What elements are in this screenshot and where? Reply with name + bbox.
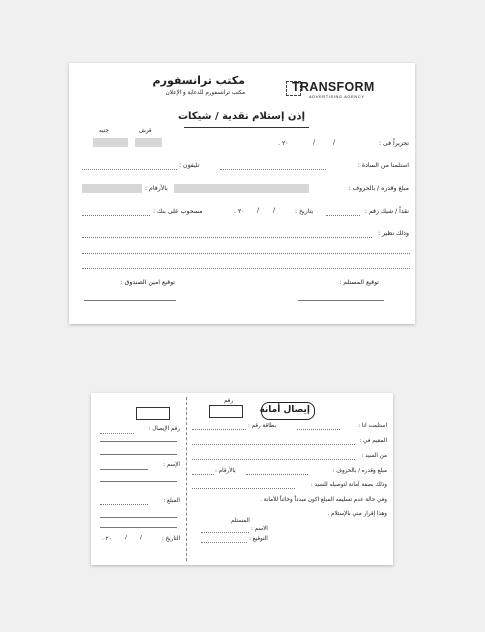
check-date-separator: / xyxy=(273,207,276,214)
piaster-label: قرش xyxy=(139,128,152,134)
signature-field[interactable] xyxy=(201,542,247,543)
logo xyxy=(286,80,391,104)
stub-name-label: الإسم : xyxy=(163,462,180,468)
stub-line[interactable] xyxy=(100,481,177,482)
stub-line[interactable] xyxy=(100,517,177,518)
drawn-on-label: مسحوب على بنك : xyxy=(153,208,203,215)
stub-number-field[interactable] xyxy=(100,433,134,434)
receiver-signature-line[interactable] xyxy=(298,300,384,301)
number-label: رقم xyxy=(224,398,234,404)
stub-date-separator: / xyxy=(140,535,142,541)
title-underline xyxy=(184,127,309,128)
logo-text: TRANSFORM xyxy=(292,80,375,94)
amount-digits-label: بالأرقام : xyxy=(145,185,168,192)
in-return-label: وذلك نظير : xyxy=(378,230,409,237)
check-number-field[interactable] xyxy=(326,215,360,216)
stub-line[interactable] xyxy=(100,454,177,455)
receiver-label: المستلم xyxy=(231,518,250,524)
company-name: مكتب ترانسفورم xyxy=(152,74,245,87)
stub-date-separator: / xyxy=(125,535,127,541)
number-box[interactable] xyxy=(209,405,243,418)
date-year: ٢٠ . xyxy=(278,140,289,147)
name-field[interactable] xyxy=(201,532,249,533)
received-i-label: استلمت انا : xyxy=(358,423,387,429)
received-from-field[interactable] xyxy=(220,169,326,170)
check-year: ٢٠ . xyxy=(234,208,245,215)
deliver-to-field[interactable] xyxy=(192,488,295,489)
cashier-signature-line[interactable] xyxy=(84,300,176,301)
stub-line[interactable] xyxy=(100,441,177,442)
date-separator: / xyxy=(313,139,316,146)
amount-digits-field[interactable] xyxy=(192,474,214,475)
id-card-label: بطاقة رقم : xyxy=(248,423,277,429)
form-title: إيصال أمانة xyxy=(259,405,310,415)
phone-field[interactable] xyxy=(82,169,177,170)
cash-receipt-form xyxy=(69,63,415,324)
resident-field[interactable] xyxy=(192,444,355,445)
id-card-field[interactable] xyxy=(192,429,246,430)
condition-text: وفي حالة عدم تسليمه المبلغ اكون مبدداً وخائناً للأمانة . xyxy=(260,497,387,503)
check-date-label: بتاريخ : xyxy=(295,208,314,215)
cashier-signature-label: توقيع امين الصندوق : xyxy=(120,279,175,286)
stub-date-label: التاريخ : xyxy=(161,536,180,542)
from-label: من السيد : xyxy=(361,453,387,459)
receiver-signature-label: توقيع المستلم : xyxy=(339,279,379,286)
stub-name-line[interactable] xyxy=(100,469,148,470)
cash-check-label: نقداً / شيك رقم : xyxy=(364,208,409,215)
stub-number-label: رقم الإيصال : xyxy=(148,426,180,432)
in-return-field-2[interactable] xyxy=(82,253,410,254)
signature-label: التوقيع : xyxy=(249,536,268,542)
amount-digits-label: بالأرقام : xyxy=(215,468,236,474)
amount-words-field[interactable] xyxy=(174,184,309,193)
from-field[interactable] xyxy=(192,459,355,460)
received-from-label: استلمنا من السادة : xyxy=(357,162,409,169)
in-return-field-3[interactable] xyxy=(82,268,410,269)
received-i-field[interactable] xyxy=(297,429,340,430)
trust-receipt-form xyxy=(91,393,393,565)
check-date-separator: / xyxy=(257,207,260,214)
stub-number-box[interactable] xyxy=(136,407,170,420)
perforation-line xyxy=(186,397,187,561)
stub-line[interactable] xyxy=(100,527,177,528)
amount-words-field[interactable] xyxy=(246,474,308,475)
stub-year: ٢٠ . xyxy=(102,536,112,542)
company-subtitle: مكتب ترانسفورم للدعاية و الإعلان xyxy=(165,90,245,96)
amount-words-label: مبلغ وقدره / بالحروف : xyxy=(348,185,409,192)
deliver-to-label: وذلك بصفة أمانة لتوصيله للسيد : xyxy=(310,482,387,488)
in-return-field[interactable] xyxy=(82,237,372,238)
name-label: الاسم : xyxy=(251,526,268,532)
form-title: إذن إستلام نقدية / شيكات xyxy=(177,111,305,122)
phone-label: تليفون : xyxy=(179,162,200,169)
logo-tagline: ADVERTISING AGENCY xyxy=(309,94,365,99)
confession-text: وهذا إقرار مني بالإستلام . xyxy=(327,511,387,517)
stub-amount-label: المبلغ : xyxy=(163,498,180,504)
bank-field[interactable] xyxy=(82,215,150,216)
stub-amount-field[interactable] xyxy=(100,504,148,505)
pound-field[interactable] xyxy=(93,138,128,147)
resident-label: المقيم في : xyxy=(359,438,387,444)
amount-digits-field[interactable] xyxy=(82,184,142,193)
amount-words-label: مبلغ وقدره / بالحروف : xyxy=(332,468,387,474)
date-separator: / xyxy=(333,139,336,146)
pound-label: جنيه xyxy=(99,128,109,134)
piaster-field[interactable] xyxy=(135,138,162,147)
date-label: تحريراً فى : xyxy=(378,140,409,147)
